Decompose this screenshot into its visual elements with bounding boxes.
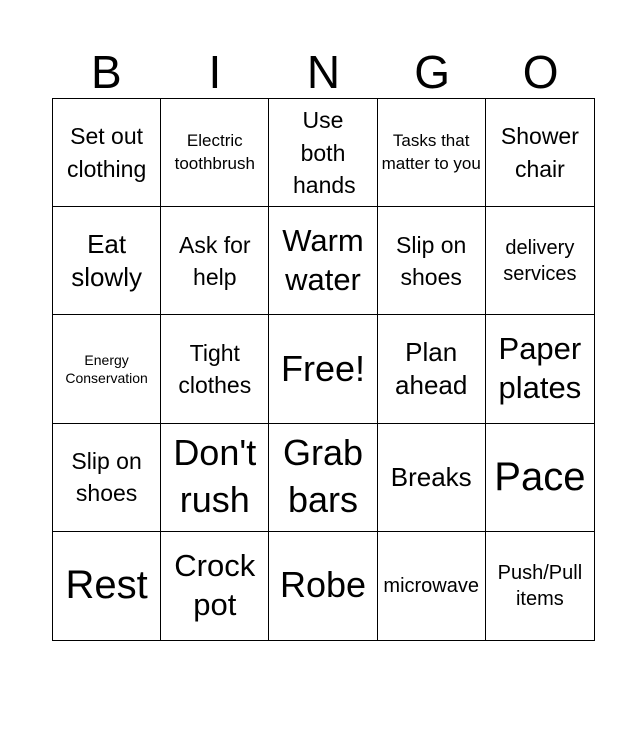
bingo-cell (378, 532, 486, 640)
header-letter-n: N (306, 46, 341, 98)
bingo-cell (161, 99, 269, 207)
cell-text: Energy Conservation (65, 351, 148, 386)
cell-text: Ask for help (178, 231, 251, 290)
bingo-cell (486, 315, 594, 423)
bingo-cell (161, 207, 269, 315)
bingo-cell (269, 207, 377, 315)
cell-text: Don't rush (173, 432, 257, 521)
cell-text: Breaks (390, 461, 472, 492)
cell-text: Grab bars (282, 432, 363, 521)
cell-text: Slip on shoes (71, 448, 142, 507)
cell-text: delivery services (503, 236, 577, 285)
bingo-cell (53, 424, 161, 532)
cell-text: Set out clothing (66, 123, 147, 182)
cell-text: Eat slowly (71, 228, 142, 292)
bingo-cell (486, 532, 594, 640)
bingo-cell (378, 424, 486, 532)
cell-text: Rest (65, 563, 148, 608)
cell-text: Push/Pull items (497, 561, 583, 610)
header-letter-g: G (414, 46, 450, 98)
bingo-cell (378, 207, 486, 315)
cell-text: Robe (279, 564, 367, 606)
cell-text: Use both hands (292, 107, 356, 198)
bingo-cell (53, 99, 161, 207)
bingo-cell (269, 424, 377, 532)
cell-text: Tight clothes (178, 339, 252, 398)
bingo-grid (52, 98, 595, 641)
bingo-cell (161, 532, 269, 640)
bingo-cell (53, 532, 161, 640)
cell-text: Paper plates (498, 331, 582, 405)
bingo-cell (269, 99, 377, 207)
cell-text: Plan ahead (395, 336, 468, 400)
cell-text: Electric toothbrush (174, 130, 255, 173)
cell-text: Crock pot (174, 548, 256, 622)
bingo-cell (269, 532, 377, 640)
cell-text: Warm water (282, 223, 364, 297)
cell-text: Tasks that matter to you (381, 130, 481, 173)
bingo-cell (378, 315, 486, 423)
bingo-cell (269, 315, 377, 423)
bingo-cell (486, 99, 594, 207)
cell-text: microwave (383, 574, 479, 597)
cell-text: Pace (494, 454, 586, 499)
bingo-cell (161, 315, 269, 423)
bingo-cell (486, 207, 594, 315)
bingo-cell (378, 99, 486, 207)
header-letter-i: I (208, 46, 222, 98)
bingo-cell (53, 207, 161, 315)
bingo-cell (486, 424, 594, 532)
header-letter-b: B (90, 46, 122, 98)
bingo-cell (53, 315, 161, 423)
header-letter-o: O (522, 46, 559, 98)
bingo-header (52, 44, 595, 100)
cell-text: Slip on shoes (396, 231, 467, 290)
cell-text: Free! (280, 347, 365, 389)
bingo-cell (161, 424, 269, 532)
cell-text: Shower chair (500, 123, 579, 182)
